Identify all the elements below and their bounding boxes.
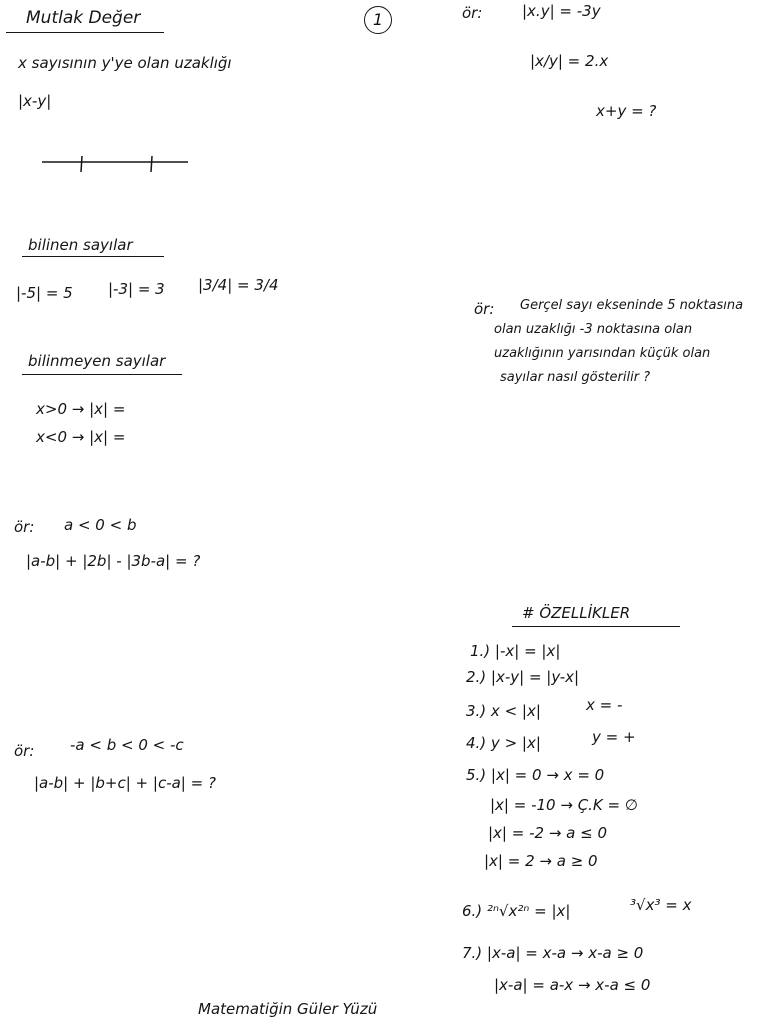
definition-expression: |x-y|	[18, 92, 52, 110]
property-note: ³√x³ = x	[630, 896, 692, 914]
property-item: 1.) |-x| = |x|	[470, 642, 561, 660]
number-line-sketch	[40, 152, 190, 176]
example-condition: a < 0 < b	[64, 516, 137, 534]
example-text-line: sayılar nasıl gösterilir ?	[500, 370, 651, 385]
property-subitem: |x| = -10 → Ç.K = ∅	[490, 796, 638, 814]
example-label: ör:	[474, 300, 495, 318]
unknown-heading: bilinmeyen sayılar	[28, 352, 166, 370]
property-item: 5.) |x| = 0 → x = 0	[466, 766, 605, 784]
page-number: 1	[364, 6, 392, 34]
property-item: 4.) y > |x|	[466, 734, 541, 752]
unknown-underline	[22, 374, 182, 375]
properties-heading: # ÖZELLİKLER	[522, 604, 631, 622]
example-text-line: olan uzaklığı -3 noktasına olan	[494, 322, 693, 337]
unknown-item: x>0 → |x| =	[36, 400, 126, 418]
example-label: ör:	[462, 4, 483, 22]
example-label: ör:	[14, 742, 35, 760]
example-label: ör:	[14, 518, 35, 536]
property-subitem: |x| = -2 → a ≤ 0	[488, 824, 607, 842]
example-question: |a-b| + |b+c| + |c-a| = ?	[34, 774, 216, 792]
property-note: x = -	[586, 696, 623, 714]
example-text-line: Gerçel sayı ekseninde 5 noktasına	[520, 298, 744, 313]
property-subitem: |x-a| = a-x → x-a ≤ 0	[494, 976, 651, 994]
properties-underline	[512, 626, 680, 627]
title-underline	[6, 32, 164, 33]
page-title: Mutlak Değer	[26, 8, 141, 28]
property-item: 7.) |x-a| = x-a → x-a ≥ 0	[462, 944, 644, 962]
example-condition: -a < b < 0 < -c	[70, 736, 184, 754]
definition-text: x sayısının y'ye olan uzaklığı	[18, 54, 232, 72]
unknown-item: x<0 → |x| =	[36, 428, 126, 446]
property-item: 3.) x < |x|	[466, 702, 541, 720]
property-note: y = +	[592, 728, 636, 746]
known-heading: bilinen sayılar	[28, 236, 133, 254]
property-item: 2.) |x-y| = |y-x|	[466, 668, 580, 686]
example-line: |x.y| = -3y	[522, 2, 601, 20]
example-line: |x/y| = 2.x	[530, 52, 609, 70]
known-underline	[22, 256, 164, 257]
footer-signature: Matematiğin Güler Yüzü	[198, 1000, 378, 1018]
known-item: |-5| = 5	[16, 284, 73, 302]
known-item: |3/4| = 3/4	[198, 276, 279, 294]
known-item: |-3| = 3	[108, 280, 165, 298]
example-question: x+y = ?	[596, 102, 657, 120]
property-subitem: |x| = 2 → a ≥ 0	[484, 852, 598, 870]
example-question: |a-b| + |2b| - |3b-a| = ?	[26, 552, 201, 570]
example-text-line: uzaklığının yarısından küçük olan	[494, 346, 711, 361]
property-item: 6.) ²ⁿ√x²ⁿ = |x|	[462, 902, 571, 920]
